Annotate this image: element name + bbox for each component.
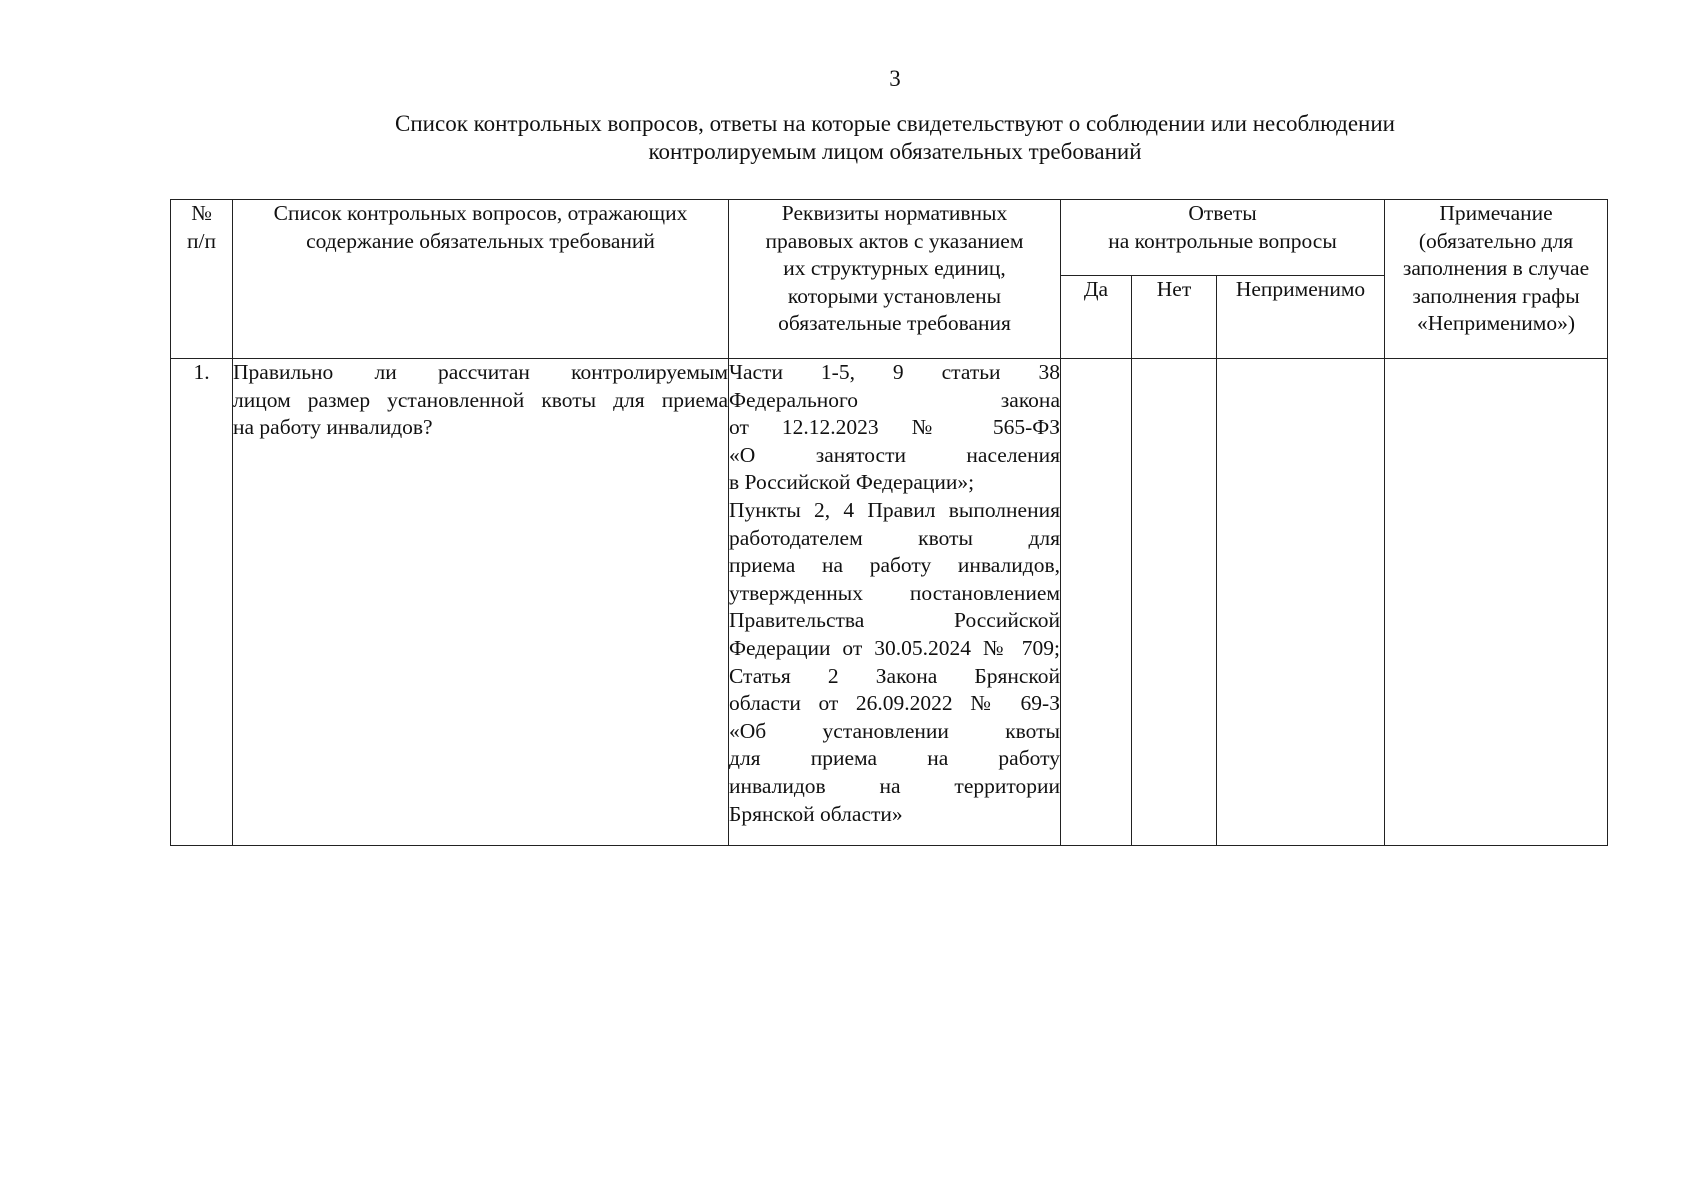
row-question — [233, 359, 729, 846]
header-question — [233, 200, 729, 359]
requisite-line: Правительства Российской — [729, 608, 1060, 633]
header-line: их структурных единиц, — [783, 256, 1006, 281]
question-line: на работу инвалидов? — [233, 415, 433, 440]
header-answer-na: Неприменимо — [1217, 276, 1385, 359]
note-cell[interactable] — [1385, 359, 1608, 846]
requisite-line: инвалидов на территории — [729, 773, 1060, 798]
header-line: содержание обязательных требований — [306, 228, 655, 253]
question-line: лицом размер установленной квоты для приема — [233, 387, 728, 412]
header-line: № — [191, 201, 212, 225]
header-line: Примечание — [1439, 201, 1553, 225]
title-line: контролируемым лицом обязательных требований — [648, 139, 1142, 164]
requisite-line: Брянской области» — [729, 801, 903, 826]
answer-no-cell[interactable] — [1132, 359, 1217, 846]
header-line: Реквизиты нормативных — [781, 201, 1008, 225]
header-line: «Неприменимо») — [1417, 311, 1576, 336]
header-answer-yes: Да — [1061, 276, 1132, 359]
header-line: Список контрольных вопросов, отражающих — [273, 201, 688, 225]
requisite-line: в Российской Федерации»; — [729, 470, 975, 495]
requisite-line: работодателем квоты для — [729, 525, 1060, 550]
header-line: п/п — [187, 228, 216, 253]
row-number: 1. — [171, 359, 233, 846]
row-requisites — [729, 359, 1061, 846]
header-line: на контрольные вопросы — [1108, 228, 1337, 253]
requisite-line: Статья 2 Закона Брянской — [729, 663, 1060, 688]
requisite-line: для приема на работу — [729, 746, 1060, 771]
header-line: которыми установлены — [787, 283, 1002, 308]
header-number — [171, 200, 233, 359]
title-line: Список контрольных вопросов, ответы на которые свидетельствуют о соблюдении или несоблюдении — [395, 111, 1395, 136]
requisite-line: области от 26.09.2022 № 69-З — [729, 691, 1060, 716]
table-row — [171, 359, 1608, 846]
requisite-line: Федерации от 30.05.2024 № 709; — [729, 635, 1060, 660]
question-line: Правильно ли рассчитан контролируемым — [233, 360, 728, 384]
header-requisites — [729, 200, 1061, 359]
requisite-line: «Об установлении квоты — [729, 718, 1060, 743]
requisite-line: приема на работу инвалидов, — [729, 553, 1060, 578]
header-answer-no: Нет — [1132, 276, 1217, 359]
page-number: 3 — [889, 66, 901, 91]
header-note — [1385, 200, 1608, 359]
requisite-line: Части 1-5, 9 статьи 38 — [729, 360, 1060, 384]
requisite-line: утвержденных постановлением — [729, 580, 1060, 605]
checklist-table — [170, 199, 1608, 846]
header-line: правовых актов с указанием — [765, 228, 1024, 253]
requisite-line: Пункты 2, 4 Правил выполнения — [729, 497, 1060, 522]
requisite-line: от 12.12.2023 № 565-ФЗ — [729, 415, 1060, 440]
document-title — [0, 110, 1684, 166]
answer-yes-cell[interactable] — [1061, 359, 1132, 846]
requisite-line: «О занятости населения — [729, 442, 1060, 467]
header-line: Ответы — [1188, 201, 1257, 225]
header-line: заполнения в случае — [1402, 256, 1590, 281]
header-line: заполнения графы — [1412, 283, 1580, 308]
answer-na-cell[interactable] — [1217, 359, 1385, 846]
header-line: (обязательно для — [1418, 228, 1574, 253]
requisite-line: Федерального закона — [729, 387, 1060, 412]
header-answers — [1061, 200, 1385, 276]
header-line: обязательные требования — [778, 311, 1011, 336]
